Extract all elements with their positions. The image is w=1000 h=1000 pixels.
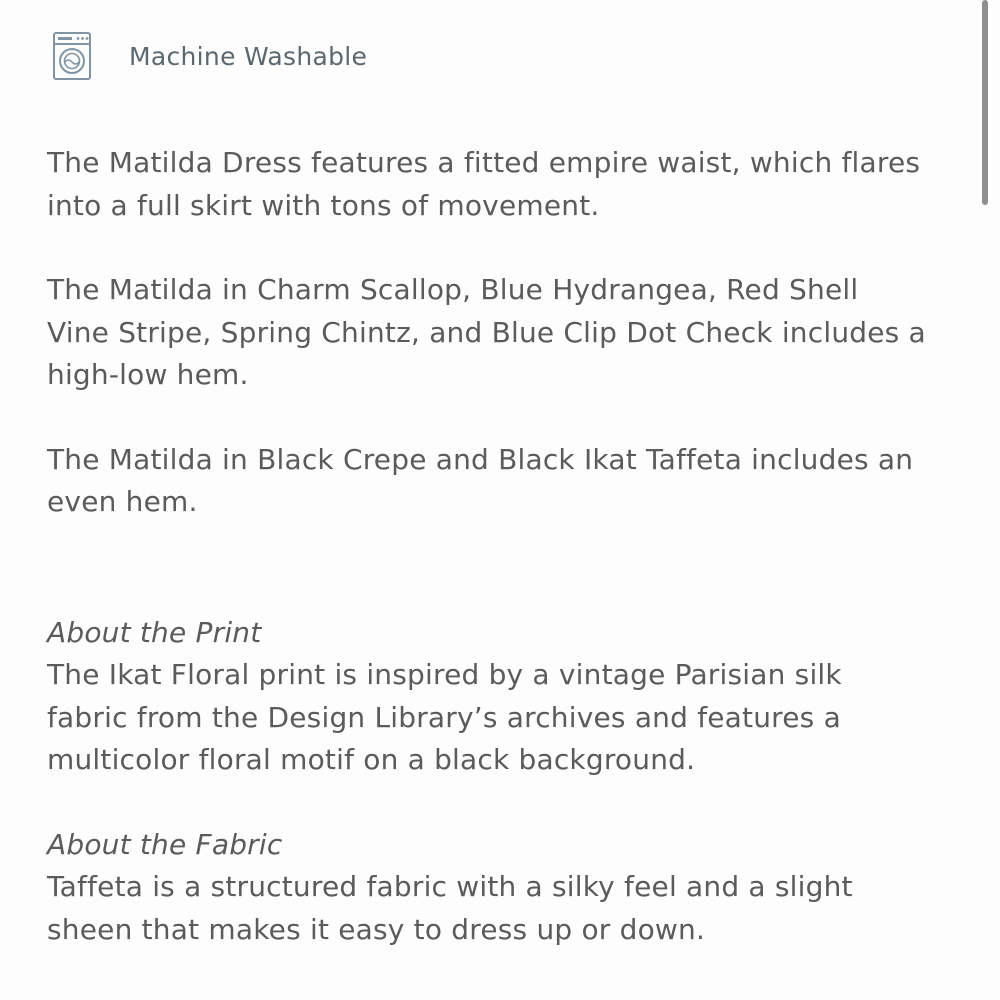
description-paragraph: The Matilda in Charm Scallop, Blue Hydrangea, Red Shell Vine Stripe, Spring Chintz, and Blue Clip Dot Check includes a high-low hem. bbox=[47, 273, 926, 391]
washing-machine-icon bbox=[52, 31, 92, 81]
section-body: Taffeta is a structured fabric with a silky feel and a slight sheen that makes it easy to dress up or down. bbox=[47, 870, 853, 946]
care-instruction-row bbox=[52, 30, 367, 82]
about-print-section bbox=[47, 612, 927, 782]
section-heading: About the Print bbox=[47, 615, 262, 649]
scrollbar-thumb[interactable] bbox=[982, 0, 988, 205]
description-paragraph: The Matilda in Black Crepe and Black Ikat Taffeta includes an even hem. bbox=[47, 442, 914, 518]
product-description bbox=[47, 142, 927, 951]
description-paragraph: The Matilda Dress features a fitted empire waist, which flares into a full skirt with tons of movement. bbox=[47, 146, 921, 222]
care-label: Machine Washable bbox=[129, 41, 368, 71]
about-fabric-section bbox=[47, 824, 927, 952]
section-heading: About the Fabric bbox=[47, 827, 283, 861]
section-body: The Ikat Floral print is inspired by a vintage Parisian silk fabric from the Design Library’s archives and features a multicolor floral motif on a black background. bbox=[47, 658, 842, 776]
